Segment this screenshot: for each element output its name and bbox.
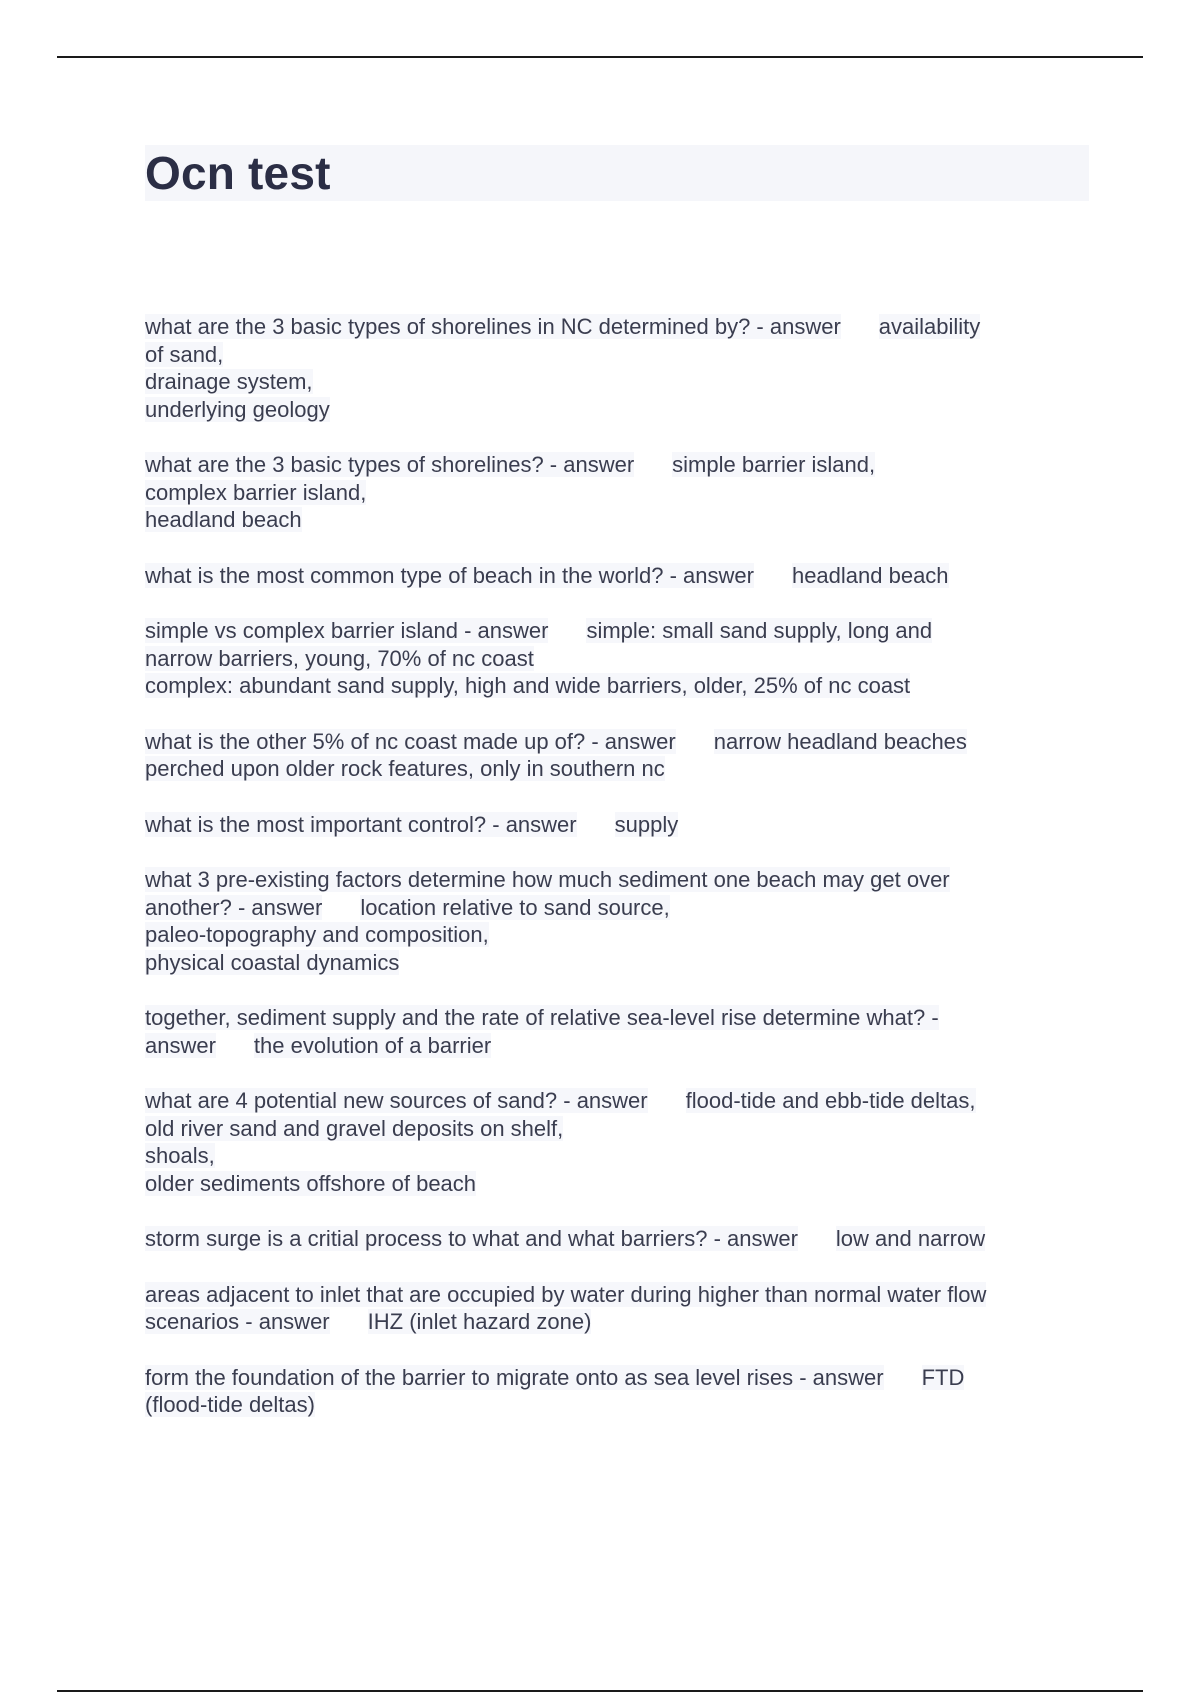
document-title: Ocn test: [145, 147, 331, 199]
flashcard-item: [145, 1364, 1080, 1419]
flashcard-answer-text: flood-tide and ebb-tide deltas,: [685, 1088, 976, 1113]
flashcard-answer-text: IHZ (inlet hazard zone): [367, 1309, 592, 1334]
flashcard-line: [145, 1170, 1080, 1198]
flashcard-line: [145, 755, 1080, 783]
flashcard-line: [145, 894, 1080, 922]
flashcard-text: complex barrier island,: [145, 479, 367, 505]
flashcard-item: [145, 728, 1080, 783]
flashcard-line: [145, 1281, 1080, 1309]
flashcard-item: [145, 1281, 1080, 1336]
flashcard-text: physical coastal dynamics: [145, 949, 400, 975]
flashcard-question-text: scenarios - answer: [145, 1309, 330, 1334]
flashcard-line: [145, 645, 1080, 673]
flashcard-line: [145, 728, 1080, 756]
flashcard-line: [145, 1087, 1080, 1115]
flashcard-line: [145, 672, 1080, 700]
flashcard-answer-text: headland beach: [791, 562, 949, 588]
flashcard-line: [145, 341, 1080, 369]
flashcard-line: [145, 949, 1080, 977]
flashcard-text: storm surge is a critial process to what and what barriers? - answer: [145, 1226, 798, 1251]
flashcard-question-text: answer: [145, 1032, 216, 1058]
flashcard-text: old river sand and gravel deposits on shelf,: [145, 1115, 564, 1141]
flashcard-line: [145, 811, 1080, 839]
flashcard-text: what is the most common type of beach in the world? - answer: [145, 562, 754, 588]
flashcard-line: [145, 1391, 1080, 1419]
flashcard-text: paleo-topography and composition,: [145, 922, 489, 947]
flashcard-answer-text: low and narrow: [835, 1226, 986, 1251]
flashcard-line: [145, 506, 1080, 534]
flashcard-text: shoals,: [145, 1143, 215, 1168]
flashcard-line: [145, 1004, 1080, 1032]
flashcard-text: narrow barriers, young, 70% of nc coast: [145, 645, 534, 671]
flashcard-answer-text: simple: small sand supply, long and: [586, 618, 933, 643]
flashcard-line: [145, 1308, 1080, 1336]
flashcard-text: simple vs complex barrier island - answer: [145, 618, 549, 643]
flashcard-text: what are the 3 basic types of shorelines? - answer: [145, 452, 635, 477]
flashcard-text: what are 4 potential new sources of sand? - answer: [145, 1088, 648, 1113]
flashcard-line: [145, 479, 1080, 507]
flashcard-text: of sand,: [145, 341, 224, 367]
flashcard-text: drainage system,: [145, 369, 313, 394]
flashcard-line: [145, 313, 1080, 341]
footer-rule: [57, 1690, 1143, 1692]
flashcard-item: [145, 451, 1080, 534]
flashcard-line: [145, 562, 1080, 590]
flashcard-text: what is the other 5% of nc coast made up of? - answer: [145, 728, 676, 754]
flashcard-text: what 3 pre-existing factors determine how much sediment one beach may get over: [145, 867, 950, 892]
flashcard-line: [145, 396, 1080, 424]
flashcard-line: [145, 368, 1080, 396]
flashcard-text: what is the most important control? - answer: [145, 811, 577, 837]
flashcard-text: areas adjacent to inlet that are occupied by water during higher than normal water flow: [145, 1281, 987, 1307]
flashcard-line: [145, 617, 1080, 645]
flashcard-item: [145, 562, 1080, 590]
flashcard-text: together, sediment supply and the rate of relative sea-level rise determine what? -: [145, 1005, 939, 1030]
flashcard-line: [145, 921, 1080, 949]
flashcard-item: [145, 866, 1080, 976]
flashcard-line: [145, 1364, 1080, 1392]
flashcard-text: (flood-tide deltas): [145, 1392, 315, 1417]
flashcard-item: [145, 313, 1080, 423]
flashcard-line: [145, 1225, 1080, 1253]
flashcard-answer-text: simple barrier island,: [672, 452, 876, 477]
flashcard-text: what are the 3 basic types of shorelines in NC determined by? - answer: [145, 314, 841, 339]
flashcard-answer-text: FTD: [921, 1364, 965, 1390]
flashcard-text: older sediments offshore of beach: [145, 1170, 477, 1196]
flashcard-line: [145, 1142, 1080, 1170]
flashcard-line: [145, 866, 1080, 894]
flashcard-answer-text: availability: [878, 314, 981, 339]
flashcard-item: [145, 1087, 1080, 1197]
flashcard-item: [145, 1225, 1080, 1253]
flashcard-answer-text: supply: [614, 811, 679, 837]
flashcard-text: underlying geology: [145, 396, 330, 422]
flashcard-text: perched upon older rock features, only in southern nc: [145, 756, 665, 781]
header-rule: [57, 56, 1143, 58]
flashcard-line: [145, 451, 1080, 479]
flashcard-text: complex: abundant sand supply, high and wide barriers, older, 25% of nc coast: [145, 673, 911, 698]
flashcard-answer-text: the evolution of a barrier: [253, 1032, 492, 1058]
flashcard-line: [145, 1115, 1080, 1143]
flashcard-item: [145, 811, 1080, 839]
flashcard-answer-text: location relative to sand source,: [360, 894, 670, 920]
flashcard-list: [145, 313, 1080, 1447]
flashcard-text: form the foundation of the barrier to migrate onto as sea level rises - answer: [145, 1364, 884, 1390]
flashcard-text: headland beach: [145, 507, 302, 532]
flashcard-item: [145, 617, 1080, 700]
flashcard-question-text: another? - answer: [145, 894, 323, 920]
flashcard-answer-text: narrow headland beaches: [713, 728, 967, 754]
flashcard-line: [145, 1032, 1080, 1060]
flashcard-item: [145, 1004, 1080, 1059]
